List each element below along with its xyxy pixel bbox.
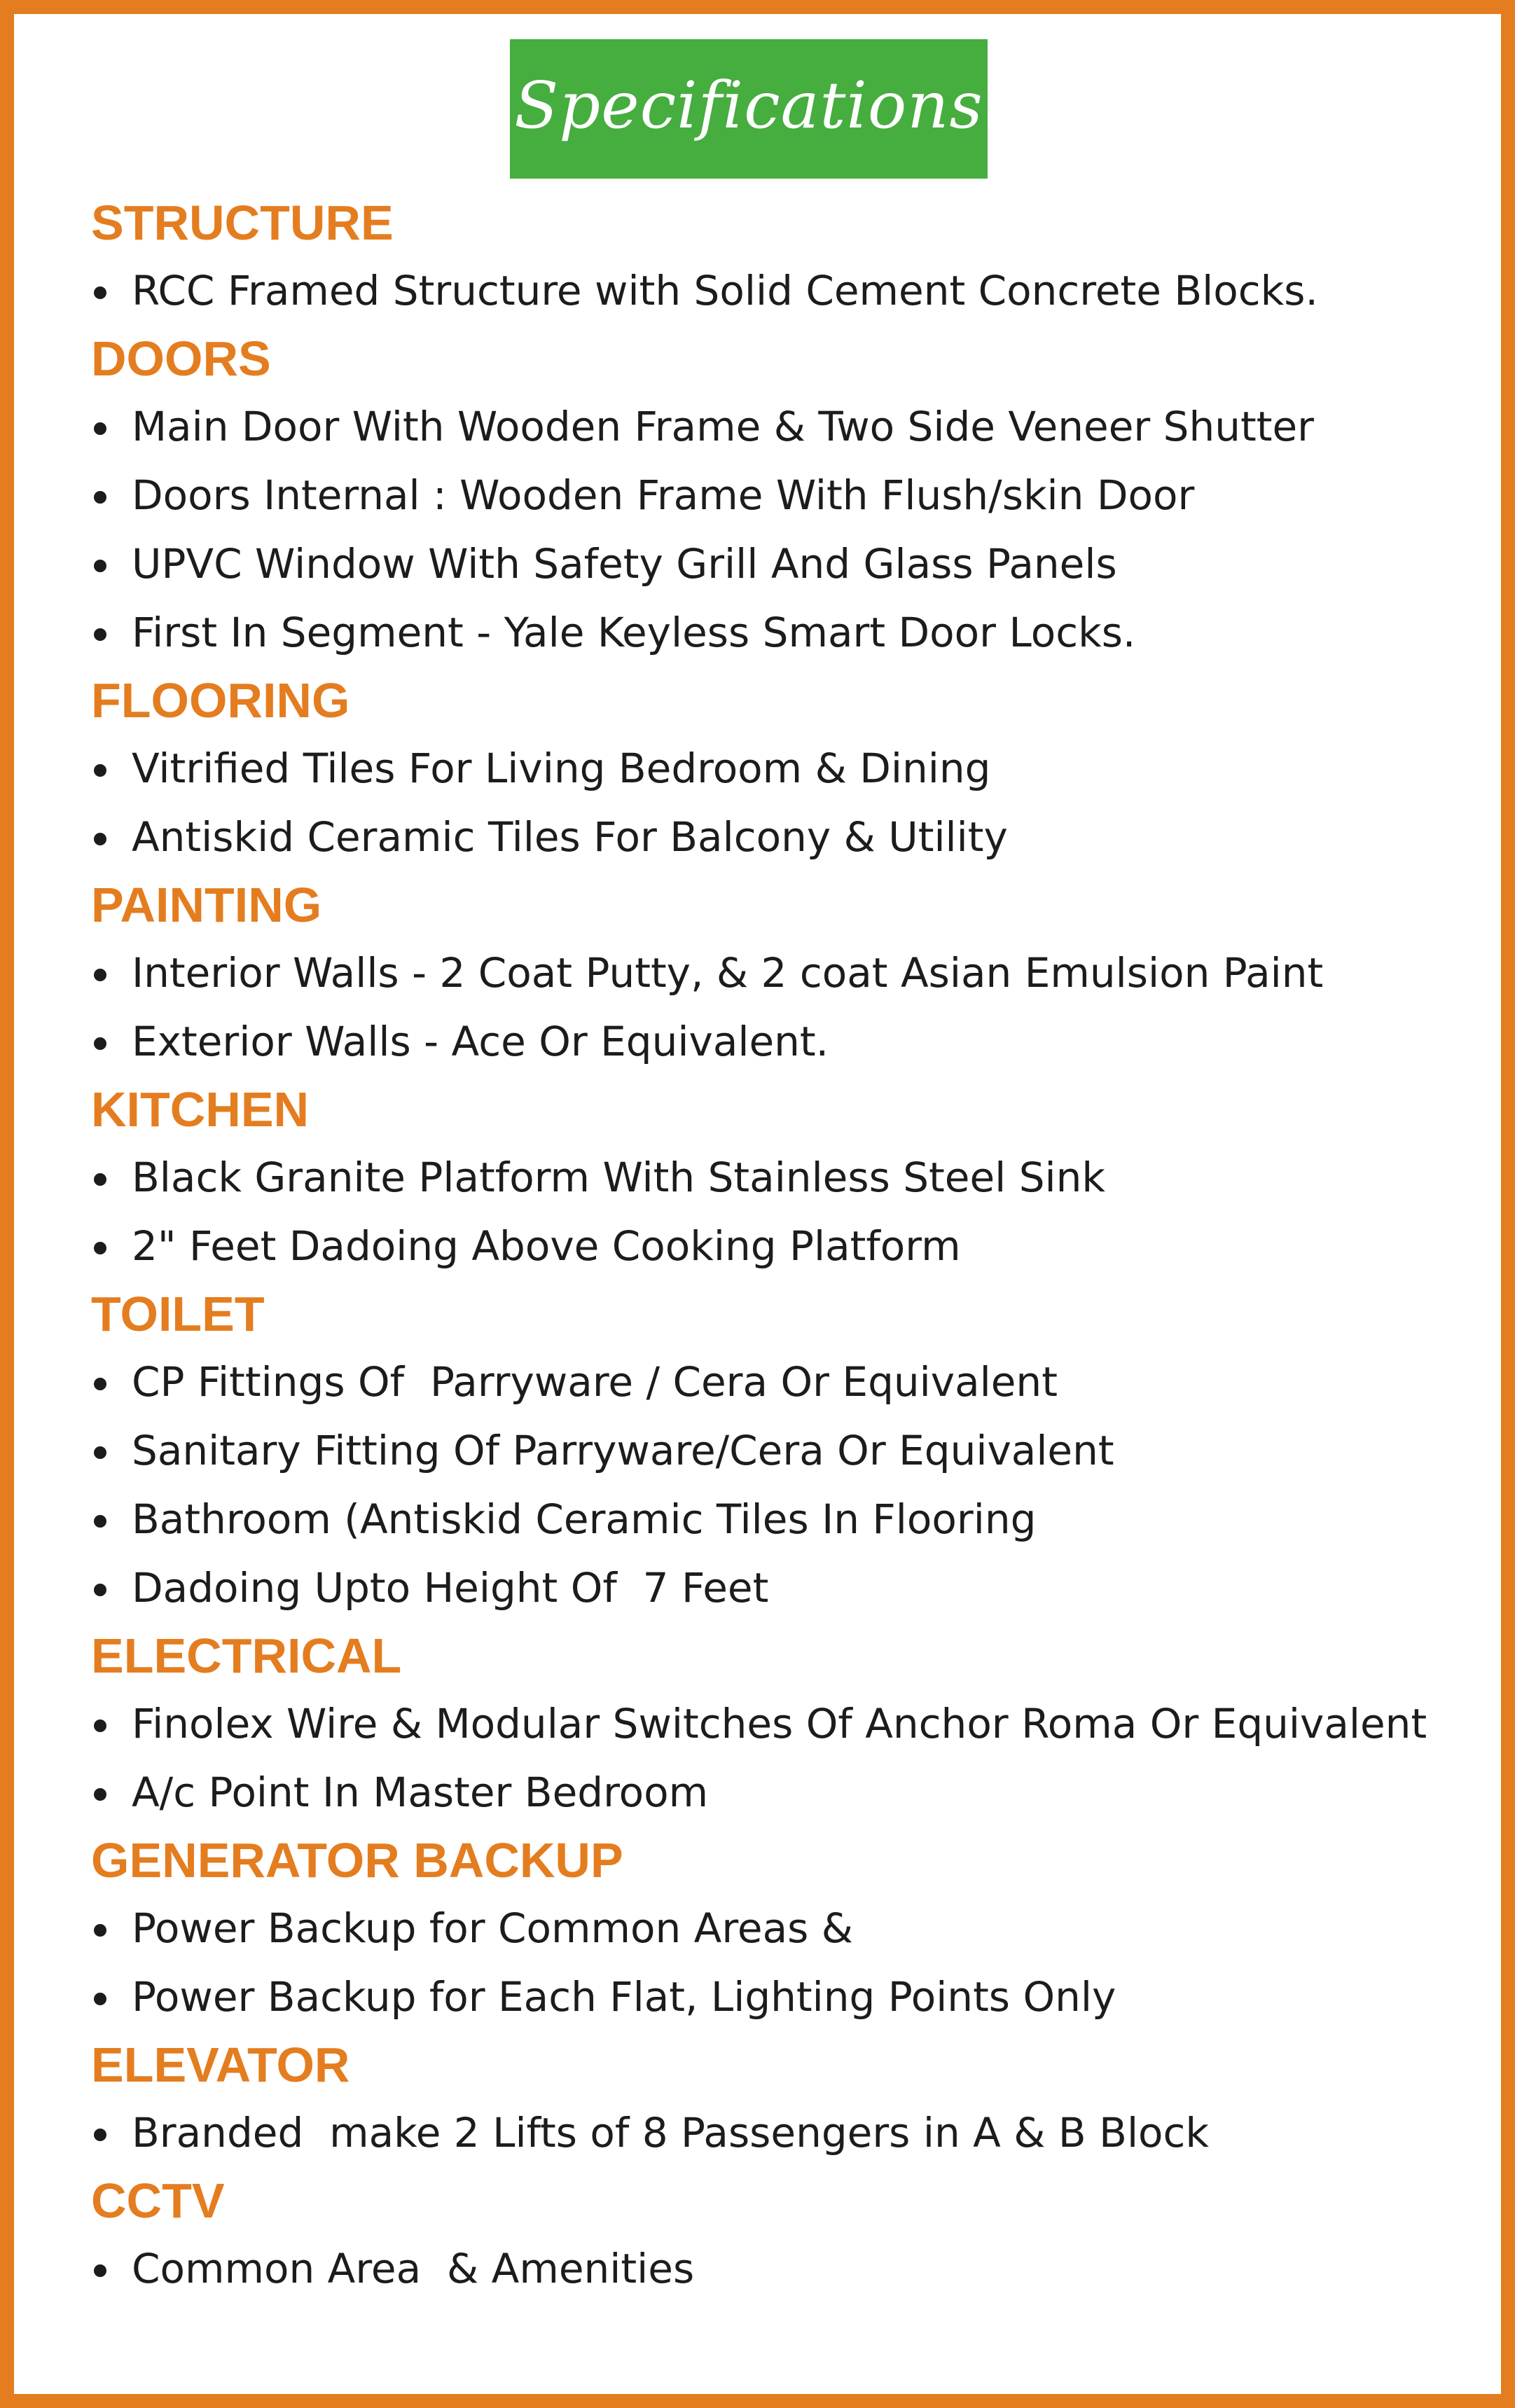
section-heading: GENERATOR BACKUP (91, 1833, 623, 1888)
list-item: CP Fittings Of Parryware / Cera Or Equivalent (91, 1348, 1480, 1416)
section-flooring (91, 667, 1480, 871)
list-item: A/c Point In Master Bedroom (91, 1758, 1480, 1827)
list-item: Black Granite Platform With Stainless Steel Sink (91, 1143, 1480, 1212)
section-heading: KITCHEN (91, 1082, 310, 1137)
section-items (91, 1348, 1480, 1622)
page-title: Specifications (514, 67, 983, 143)
section-heading: CCTV (91, 2173, 225, 2228)
list-item: Exterior Walls - Ace Or Equivalent. (91, 1007, 1480, 1076)
section-items (91, 2098, 1480, 2167)
section-items (91, 256, 1480, 325)
section-kitchen (91, 1076, 1480, 1280)
list-item: UPVC Window With Safety Grill And Glass Panels (91, 530, 1480, 598)
section-items (91, 392, 1480, 667)
title-banner (510, 39, 988, 179)
list-item: Branded make 2 Lifts of 8 Passengers in A & B Block (91, 2098, 1480, 2167)
section-painting (91, 871, 1480, 1076)
list-item: Doors Internal : Wooden Frame With Flush/skin Door (91, 461, 1480, 530)
list-item: Antiskid Ceramic Tiles For Balcony & Utility (91, 803, 1480, 871)
section-items (91, 1894, 1480, 2031)
section-heading: DOORS (91, 331, 271, 386)
list-item: Sanitary Fitting Of Parryware/Cera Or Equivalent (91, 1416, 1480, 1485)
list-item: Bathroom (Antiskid Ceramic Tiles In Flooring (91, 1485, 1480, 1554)
list-item: Main Door With Wooden Frame & Two Side Veneer Shutter (91, 392, 1480, 461)
list-item: Interior Walls - 2 Coat Putty, & 2 coat Asian Emulsion Paint (91, 939, 1480, 1007)
list-item: First In Segment - Yale Keyless Smart Door Locks. (91, 598, 1480, 667)
section-items (91, 734, 1480, 871)
section-items (91, 1689, 1480, 1827)
list-item: Power Backup for Each Flat, Lighting Points Only (91, 1963, 1480, 2031)
section-heading: STRUCTURE (91, 195, 394, 250)
section-items (91, 2234, 1480, 2303)
section-items (91, 939, 1480, 1076)
list-item: Dadoing Upto Height Of 7 Feet (91, 1554, 1480, 1622)
section-electrical (91, 1622, 1480, 1827)
section-heading: ELEVATOR (91, 2037, 350, 2092)
section-toilet (91, 1280, 1480, 1622)
list-item: Common Area & Amenities (91, 2234, 1480, 2303)
list-item: Vitrified Tiles For Living Bedroom & Dining (91, 734, 1480, 803)
list-item: Finolex Wire & Modular Switches Of Anchor Roma Or Equivalent (91, 1689, 1480, 1758)
section-heading: ELECTRICAL (91, 1628, 402, 1683)
list-item: Power Backup for Common Areas & (91, 1894, 1480, 1963)
section-generator-backup (91, 1827, 1480, 2031)
section-structure (91, 189, 1480, 325)
list-item: 2" Feet Dadoing Above Cooking Platform (91, 1212, 1480, 1280)
list-item: RCC Framed Structure with Solid Cement Concrete Blocks. (91, 256, 1480, 325)
section-heading: FLOORING (91, 673, 350, 728)
section-doors (91, 325, 1480, 667)
specifications-list (91, 189, 1480, 2303)
section-items (91, 1143, 1480, 1280)
section-elevator (91, 2031, 1480, 2167)
section-heading: PAINTING (91, 878, 322, 932)
section-cctv (91, 2167, 1480, 2303)
section-heading: TOILET (91, 1287, 265, 1341)
